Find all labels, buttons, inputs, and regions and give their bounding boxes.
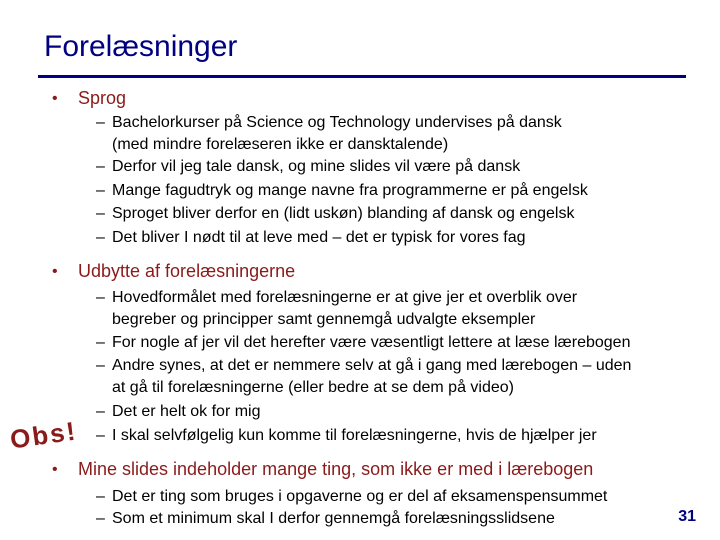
page-number: 31	[678, 508, 696, 525]
list-item: – Som et minimum skal I derfor gennemgå forelæsningsslidsene	[96, 510, 555, 527]
list-item: – Det bliver I nødt til at leve med – det er typisk for vores fag	[96, 229, 526, 246]
bullet-dot: •	[52, 90, 58, 107]
list-item: – I skal selvfølgelig kun komme til forelæsningerne, hvis de hjælper jer	[96, 427, 597, 444]
list-item: – Det er helt ok for mig	[96, 403, 261, 420]
section-heading-sprog: Sprog	[78, 88, 127, 108]
bullet-dot: •	[52, 263, 58, 280]
title-underline	[38, 75, 686, 78]
list-item: – Hovedformålet med forelæsningerne er at give jer et overblik over	[96, 289, 578, 306]
bullet-dot: •	[52, 461, 58, 478]
section-heading-udbytte: Udbytte af forelæsningerne	[78, 261, 296, 281]
section-heading-slides: Mine slides indeholder mange ting, som ikke er med i lærebogen	[78, 459, 594, 479]
list-item: – Det er ting som bruges i opgaverne og er del af eksamenspensummet	[96, 488, 608, 505]
list-item: – Mange fagudtryk og mange navne fra programmerne er på engelsk	[96, 182, 588, 199]
list-item: – For nogle af jer vil det herefter være væsentligt lettere at læse lærebogen	[96, 334, 631, 351]
list-item: – Andre synes, at det er nemmere selv at gå i gang med lærebogen – uden	[96, 357, 632, 374]
obs-annotation: Obs!	[8, 415, 79, 455]
list-item: – Bachelorkurser på Science og Technology undervises på dansk	[96, 114, 562, 131]
list-item: – Sproget bliver derfor en (lidt uskøn) blanding af dansk og engelsk	[96, 205, 575, 222]
list-item-continuation: (med mindre forelæseren ikke er dansktalende)	[112, 136, 449, 153]
list-item-continuation: at gå til forelæsningerne (eller bedre at se dem på video)	[112, 379, 514, 396]
page-title: Forelæsninger	[44, 30, 238, 63]
list-item: – Derfor vil jeg tale dansk, og mine slides vil være på dansk	[96, 158, 521, 175]
list-item-continuation: begreber og principper samt gennemgå udvalgte eksempler	[112, 311, 536, 328]
